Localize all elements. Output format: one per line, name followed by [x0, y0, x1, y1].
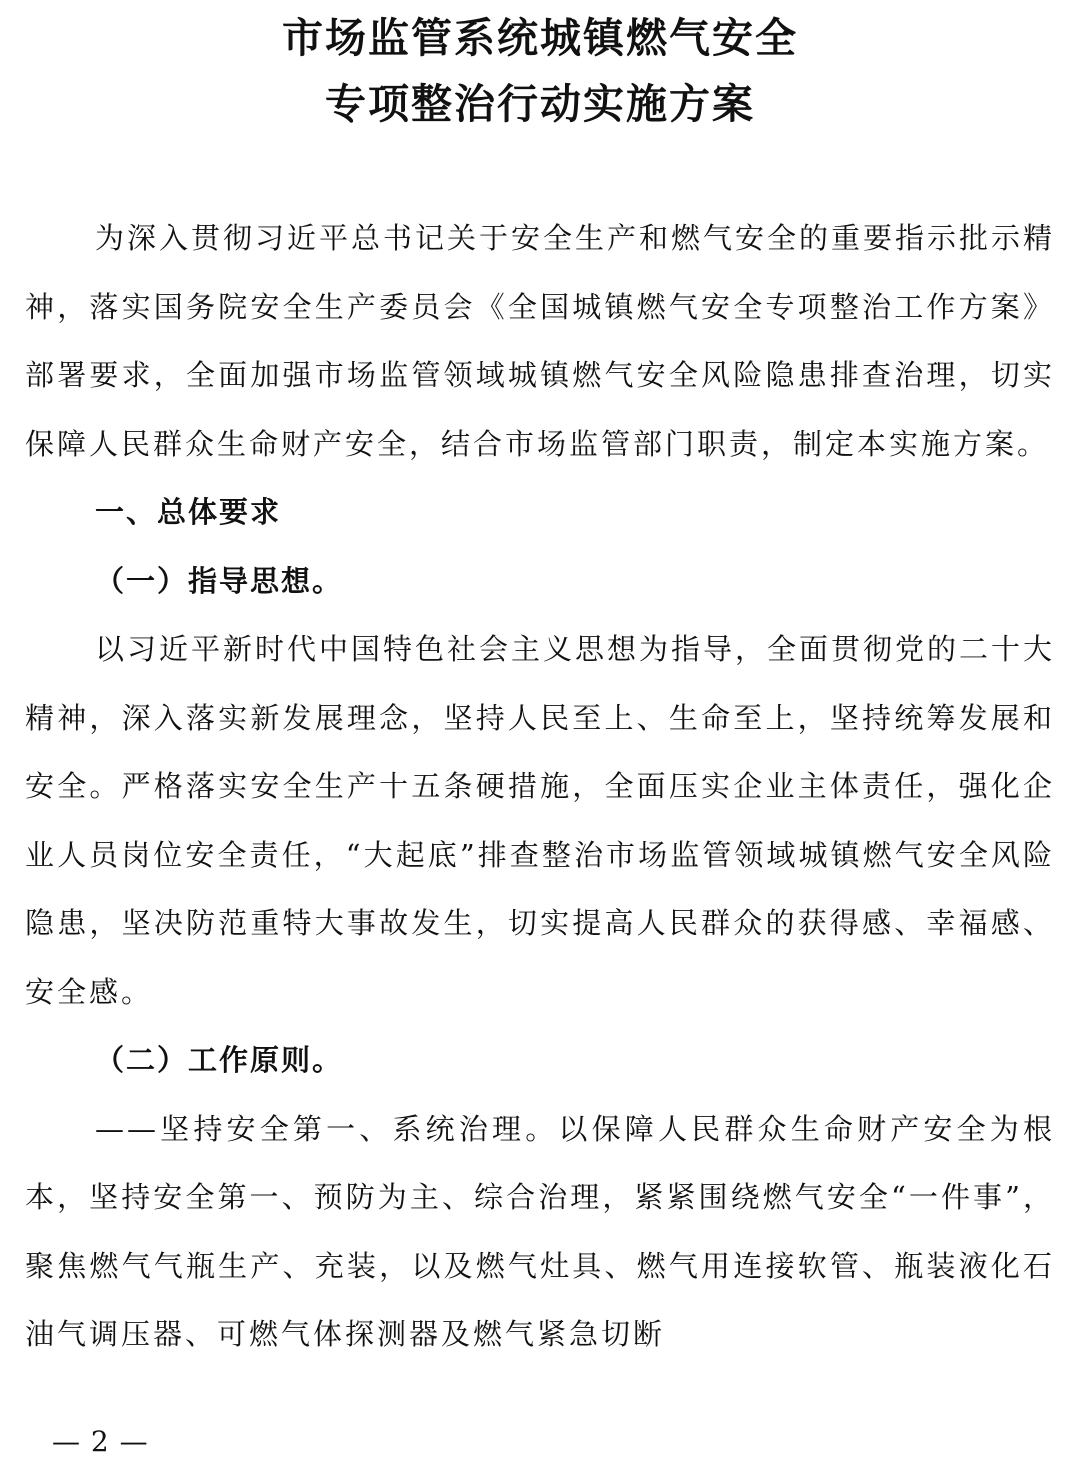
document-title-line-1: 市场监管系统城镇燃气安全	[282, 14, 798, 62]
intro-paragraph: 为深入贯彻习近平总书记关于安全生产和燃气安全的重要指示批示精神，落实国务院安全生产委员会《全国城镇燃气安全专项整治工作方案》部署要求，全面加强市场监管领域城镇燃气安全风险隐患排查治理，切实保障人民群众生命财产安全，结合市场监管部门职责，制定本实施方案。	[25, 221, 1056, 461]
working-principle-paragraph: ——坚持安全第一、系统治理。以保障人民群众生命财产安全为根本，坚持安全第一、预防为主、综合治理，紧紧围绕燃气安全“一件事”，聚焦燃气气瓶生产、充装，以及燃气灶具、燃气用连接软管、瓶装液化石油气调压器、可燃气体探测器及燃气紧急切断	[25, 1111, 1055, 1351]
document-title-line-2: 专项整治行动实施方案	[325, 80, 755, 128]
subsection-heading-guiding-ideology: （一）指导思想。	[95, 563, 344, 598]
page-number: — 2 —	[52, 1425, 149, 1458]
guiding-ideology-paragraph: 以习近平新时代中国特色社会主义思想为指导，全面贯彻党的二十大精神，深入落实新发展理念，坚持人民至上、生命至上，坚持统筹发展和安全。严格落实安全生产十五条硬措施，全面压实企业主体责任，强化企业人员岗位安全责任，“大起底”排查整治市场监管领域城镇燃气安全风险隐患，坚决防范重特大事故发生，切实提高人民群众的获得感、幸福感、安全感。	[25, 632, 1056, 1009]
section-heading-overall-requirements: 一、总体要求	[95, 495, 282, 529]
document-body	[25, 204, 1055, 1369]
subsection-heading-working-principles: （二）工作原则。	[95, 1043, 344, 1077]
